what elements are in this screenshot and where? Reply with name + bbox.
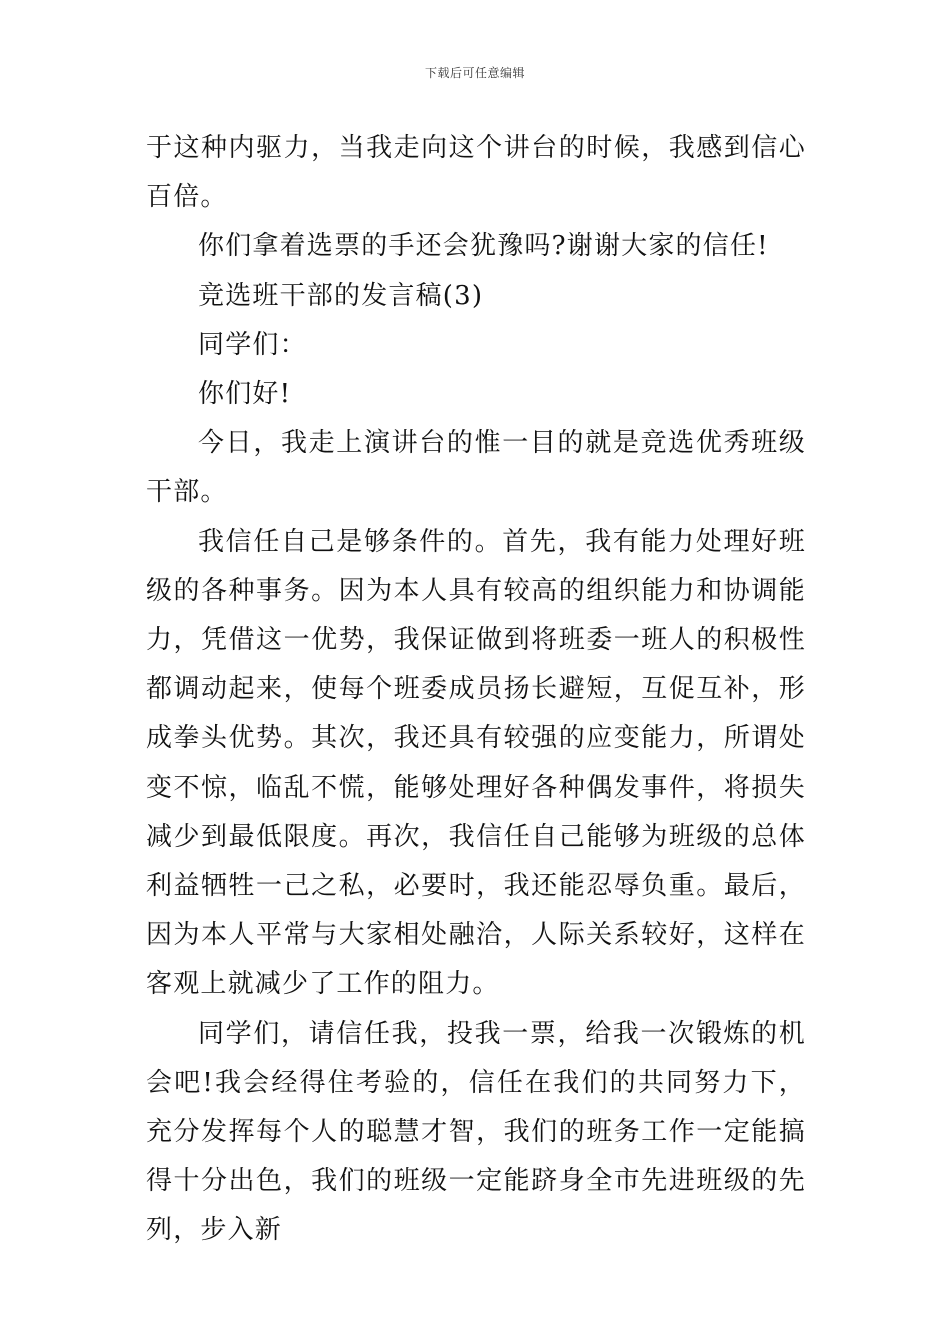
page-header: 下载后可任意编辑	[424, 66, 525, 80]
document-body	[146, 124, 806, 1256]
paragraph-closing-question: 你们拿着选票的手还会犹豫吗?谢谢大家的信任!	[198, 231, 769, 262]
paragraph-qualifications: 我信任自己是够条件的。首先，我有能力处理好班级的各种事务。因为本人具有较高的组织能力和协调能力，凭借这一优势，我保证做到将班委一班人的积极性都调动起来，使每个班委成员扬长避短，互促互补，形成拳头优势。其次，我还具有较强的应变能力，所谓处变不惊，临乱不慌，能够处理好各种偶发事件，将损失减少到最低限度。再次，我信任自己能够为班级的总体利益牺牲一己之私，必要时，我还能忍辱负重。最后，因为本人平常与大家相处融洽，人际关系较好，这样在客观上就减少了工作的阻力。	[146, 526, 806, 1000]
section-title: 竞选班干部的发言稿(3)	[198, 280, 484, 311]
greeting: 你们好!	[198, 379, 292, 410]
salutation: 同学们：	[198, 329, 307, 360]
paragraph-purpose: 今日，我走上演讲台的惟一目的就是竞选优秀班级干部。	[146, 428, 806, 508]
paragraph-continuation: 于这种内驱力，当我走向这个讲台的时候，我感到信心百倍。	[146, 133, 806, 213]
paragraph-appeal: 同学们，请信任我，投我一票，给我一次锻炼的机会吧!我会经得住考验的，信任在我们的共同努力下，充分发挥每个人的聪慧才智，我们的班务工作一定能搞得十分出色，我们的班级一定能跻身全市先进班级的先列，步入新	[146, 1018, 806, 1246]
